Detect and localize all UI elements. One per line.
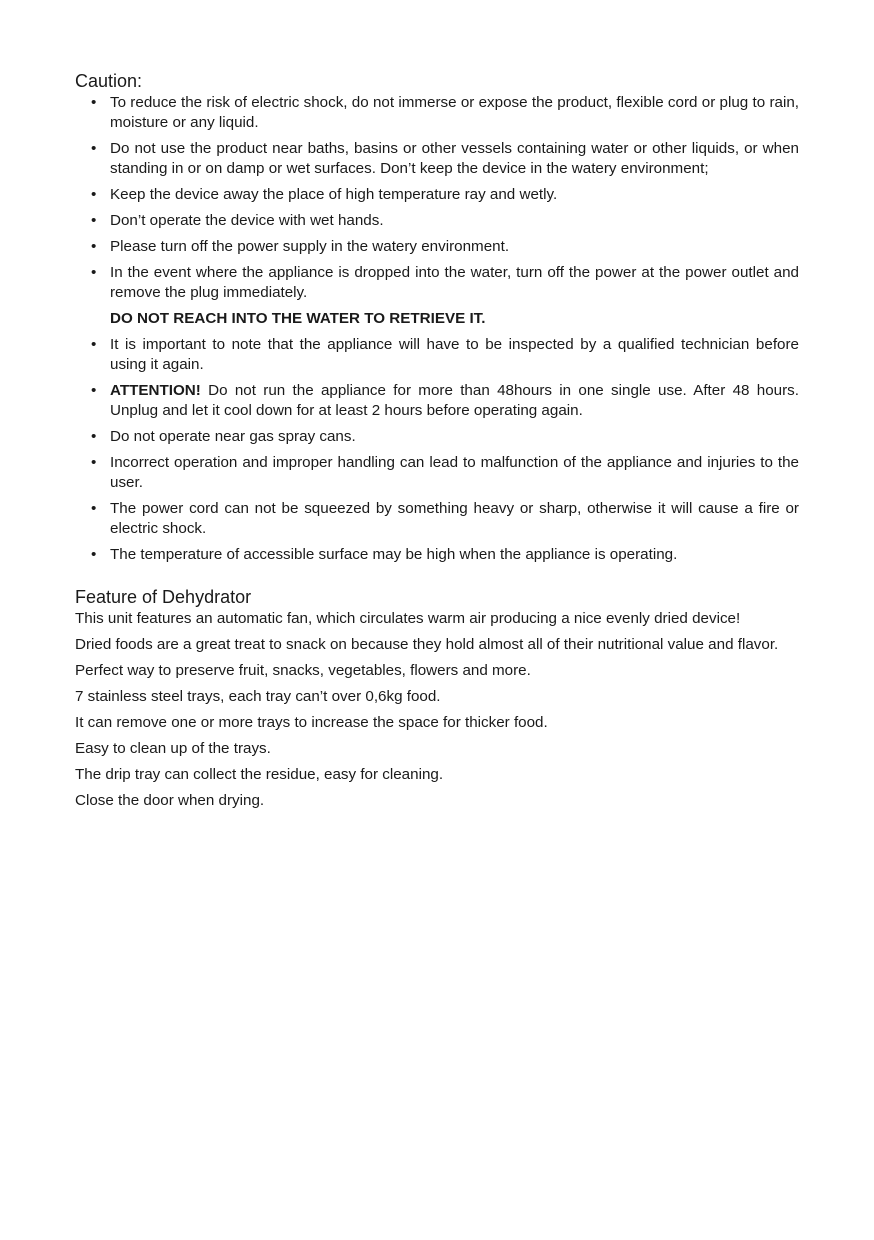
feature-section [75,586,799,811]
feature-paragraph: The drip tray can collect the residue, easy for cleaning. [75,766,444,783]
caution-item: • To reduce the risk of electric shock, do not immerse or expose the product, flexible cord or plug to rain, moisture or any liquid. [75,93,799,133]
feature-paragraph: Easy to clean up of the trays. [75,740,271,757]
feature-paragraph: It can remove one or more trays to increase the space for thicker food. [75,714,548,731]
caution-item: • Do not use the product near baths, basins or other vessels containing water or other liquids, or when standing in or on damp or wet surfaces. Don’t keep the device in the watery environment; [75,139,799,179]
attention-label: ATTENTION! [110,382,201,399]
caution-item: • Don’t operate the device with wet hands. [75,211,799,231]
caution-item: • In the event where the appliance is dropped into the water, turn off the power at the power outlet and remove the plug immediately. [75,263,799,303]
caution-item: • It is important to note that the appliance will have to be inspected by a qualified technician before using it again. [75,335,799,375]
caution-item: • Do not operate near gas spray cans. [75,427,799,447]
caution-heading: Caution: [75,71,143,91]
caution-section [75,70,799,565]
feature-paragraph: Dried foods are a great treat to snack on because they hold almost all of their nutritional value and flavor. [75,636,779,653]
caution-warning-note: DO NOT REACH INTO THE WATER TO RETRIEVE IT. [110,310,486,327]
caution-item: • Incorrect operation and improper handling can lead to malfunction of the appliance and injuries to the user. [75,453,799,493]
feature-paragraph: Perfect way to preserve fruit, snacks, vegetables, flowers and more. [75,662,531,679]
feature-paragraph: 7 stainless steel trays, each tray can’t over 0,6kg food. [75,688,441,705]
caution-item: • Keep the device away the place of high temperature ray and wetly. [75,185,799,205]
feature-heading: Feature of Dehydrator [75,587,252,607]
caution-item-attention: • ATTENTION! Do not run the appliance for more than 48hours in one single use. After 48 hours. Unplug and let it cool down for at least 2 hours before operating again. [75,381,799,421]
feature-paragraph: This unit features an automatic fan, which circulates warm air producing a nice evenly dried device! [75,610,741,627]
caution-item: • The temperature of accessible surface may be high when the appliance is operating. [75,545,799,565]
caution-item: • The power cord can not be squeezed by something heavy or sharp, otherwise it will cause a fire or electric shock. [75,499,799,539]
caution-list [75,93,799,565]
caution-item: • Please turn off the power supply in the watery environment. [75,237,799,257]
feature-paragraph: Close the door when drying. [75,792,265,809]
